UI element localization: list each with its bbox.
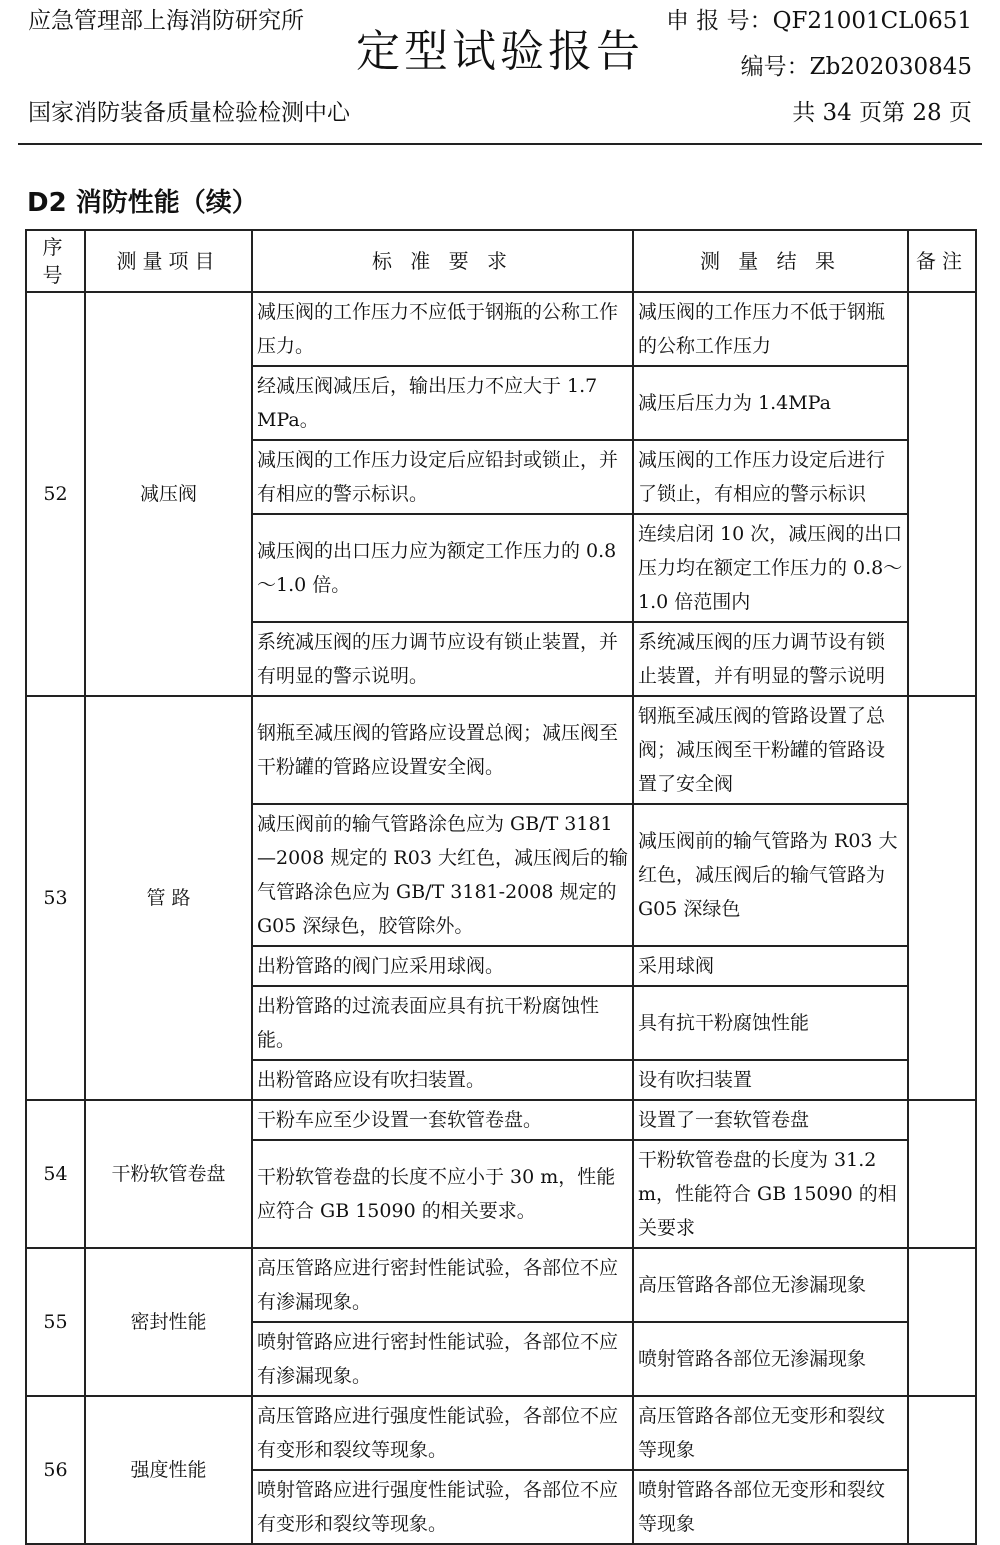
item-number: 54 bbox=[26, 1100, 85, 1248]
remarks-cell bbox=[908, 1248, 976, 1396]
section-title: D2 消防性能（续） bbox=[27, 188, 258, 218]
header-divider bbox=[18, 143, 982, 145]
requirement-cell: 干粉软管卷盘的长度不应小于 30 m，性能应符合 GB 15090 的相关要求。 bbox=[252, 1140, 633, 1248]
report-title: 定型试验报告 bbox=[356, 26, 644, 77]
table-row bbox=[26, 696, 976, 804]
result-cell: 减压后压力为 1.4MPa bbox=[633, 366, 908, 440]
requirement-cell: 减压阀的工作压力不应低于钢瓶的公称工作压力。 bbox=[252, 292, 633, 366]
result-cell: 设有吹扫装置 bbox=[633, 1060, 908, 1100]
application-number: 申 报 号：QF21001CL0651 bbox=[665, 8, 972, 34]
requirement-cell: 钢瓶至减压阀的管路应设置总阀；减压阀至干粉罐的管路应设置安全阀。 bbox=[252, 696, 633, 804]
requirement-cell: 喷射管路应进行密封性能试验，各部位不应有渗漏现象。 bbox=[252, 1322, 633, 1396]
result-cell: 连续启闭 10 次，减压阀的出口压力均在额定工作压力的 0.8～1.0 倍范围内 bbox=[633, 514, 908, 622]
result-cell: 喷射管路各部位无变形和裂纹等现象 bbox=[633, 1470, 908, 1544]
column-header-item: 测量项目 bbox=[85, 230, 252, 292]
result-cell: 高压管路各部位无变形和裂纹等现象 bbox=[633, 1396, 908, 1470]
result-cell: 高压管路各部位无渗漏现象 bbox=[633, 1248, 908, 1322]
remarks-cell bbox=[908, 696, 976, 1100]
column-header-remarks: 备注 bbox=[908, 230, 976, 292]
requirement-cell: 减压阀的工作压力设定后应铅封或锁止，并有相应的警示标识。 bbox=[252, 440, 633, 514]
requirement-cell: 高压管路应进行强度性能试验，各部位不应有变形和裂纹等现象。 bbox=[252, 1396, 633, 1470]
result-cell: 干粉软管卷盘的长度为 31.2 m，性能符合 GB 15090 的相关要求 bbox=[633, 1140, 908, 1248]
result-cell: 减压阀前的输气管路为 R03 大红色，减压阀后的输气管路为 G05 深绿色 bbox=[633, 804, 908, 946]
remarks-cell bbox=[908, 1100, 976, 1248]
result-cell: 采用球阀 bbox=[633, 946, 908, 986]
table-row bbox=[26, 1248, 976, 1322]
requirement-cell: 减压阀的出口压力应为额定工作压力的 0.8～1.0 倍。 bbox=[252, 514, 633, 622]
performance-table bbox=[25, 229, 977, 1545]
column-header-no: 序号 bbox=[26, 230, 85, 292]
testing-center-name: 国家消防装备质量检验检测中心 bbox=[28, 100, 350, 126]
item-number: 56 bbox=[26, 1396, 85, 1544]
requirement-cell: 系统减压阀的压力调节应设有锁止装置，并有明显的警示说明。 bbox=[252, 622, 633, 696]
table-header-row bbox=[26, 230, 976, 292]
requirement-cell: 干粉车应至少设置一套软管卷盘。 bbox=[252, 1100, 633, 1140]
item-number: 55 bbox=[26, 1248, 85, 1396]
item-name: 密封性能 bbox=[85, 1248, 252, 1396]
item-name: 管 路 bbox=[85, 696, 252, 1100]
item-name: 强度性能 bbox=[85, 1396, 252, 1544]
result-cell: 具有抗干粉腐蚀性能 bbox=[633, 986, 908, 1060]
page-info: 共 34 页第 28 页 bbox=[792, 100, 972, 126]
remarks-cell bbox=[908, 292, 976, 696]
item-name: 减压阀 bbox=[85, 292, 252, 696]
remarks-cell bbox=[908, 1396, 976, 1544]
requirement-cell: 减压阀前的输气管路涂色应为 GB/T 3181—2008 规定的 R03 大红色，减压阀后的输气管路涂色应为 GB/T 3181-2008 规定的 G05 深绿色，胶管除外。 bbox=[252, 804, 633, 946]
item-name: 干粉软管卷盘 bbox=[85, 1100, 252, 1248]
item-number: 53 bbox=[26, 696, 85, 1100]
table-row bbox=[26, 1396, 976, 1470]
organization-name: 应急管理部上海消防研究所 bbox=[28, 8, 304, 34]
result-cell: 喷射管路各部位无渗漏现象 bbox=[633, 1322, 908, 1396]
column-header-result: 测 量 结 果 bbox=[633, 230, 908, 292]
requirement-cell: 出粉管路应设有吹扫装置。 bbox=[252, 1060, 633, 1100]
column-header-requirement: 标 准 要 求 bbox=[252, 230, 633, 292]
requirement-cell: 出粉管路的阀门应采用球阀。 bbox=[252, 946, 633, 986]
requirement-cell: 喷射管路应进行强度性能试验，各部位不应有变形和裂纹等现象。 bbox=[252, 1470, 633, 1544]
table-row bbox=[26, 292, 976, 366]
requirement-cell: 经减压阀减压后，输出压力不应大于 1.7 MPa。 bbox=[252, 366, 633, 440]
result-cell: 系统减压阀的压力调节设有锁止装置，并有明显的警示说明 bbox=[633, 622, 908, 696]
requirement-cell: 出粉管路的过流表面应具有抗干粉腐蚀性能。 bbox=[252, 986, 633, 1060]
result-cell: 设置了一套软管卷盘 bbox=[633, 1100, 908, 1140]
item-number: 52 bbox=[26, 292, 85, 696]
result-cell: 减压阀的工作压力设定后进行了锁止，有相应的警示标识 bbox=[633, 440, 908, 514]
result-cell: 钢瓶至减压阀的管路设置了总阀；减压阀至干粉罐的管路设置了安全阀 bbox=[633, 696, 908, 804]
requirement-cell: 高压管路应进行密封性能试验，各部位不应有渗漏现象。 bbox=[252, 1248, 633, 1322]
result-cell: 减压阀的工作压力不低于钢瓶的公称工作压力 bbox=[633, 292, 908, 366]
table-row bbox=[26, 1100, 976, 1140]
report-number: 编号：Zb202030845 bbox=[740, 54, 972, 80]
